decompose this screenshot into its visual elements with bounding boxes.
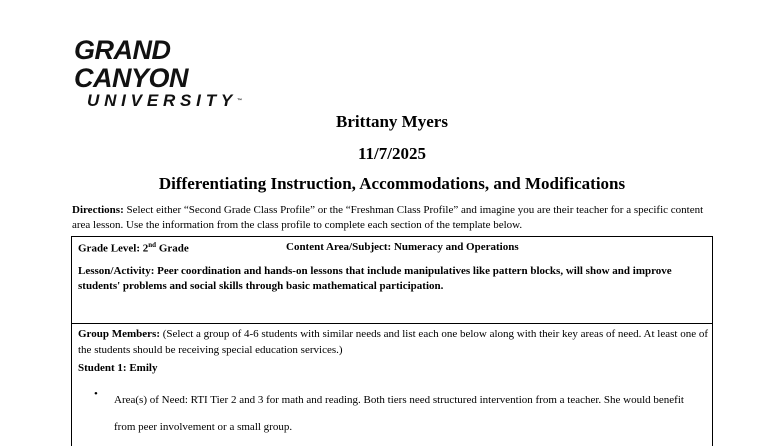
student-heading: Student 1: Emily <box>78 362 158 374</box>
directions-paragraph <box>72 203 712 233</box>
grade-level: Grade Level: 2nd Grade <box>78 241 189 255</box>
lesson-info-row <box>72 237 712 324</box>
directions-label: Directions: <box>72 204 124 216</box>
content-area: Content Area/Subject: Numeracy and Operations <box>286 241 519 253</box>
directions-text: Select either “Second Grade Class Profile” or the “Freshman Class Profile” and imagine you are their teacher for a specific content area lesson. Use the information from the class profile to complete each section of the template below. <box>72 204 704 231</box>
group-members <box>78 326 708 358</box>
bullet-point: • <box>94 388 98 400</box>
area-of-need: Area(s) of Need: RTI Tier 2 and 3 for math and reading. Both tiers need structured intervention from a teacher. She would benefit from peer involvement or a small group. <box>114 394 684 433</box>
logo-subtitle: UNIVERSITY™ <box>87 91 243 110</box>
university-logo <box>74 36 284 110</box>
lesson-activity: Lesson/Activity: Peer coordination and hands-on lessons that include manipulatives like pattern blocks, will show and improve students' problems and social skills through basic mathematical participation. <box>78 265 672 292</box>
document-title: Differentiating Instruction, Accommodations, and Modifications <box>158 174 626 193</box>
student-name: Brittany Myers <box>336 112 448 131</box>
group-members-label: Group Members: <box>78 328 160 340</box>
logo-wordmark: GRAND CANYON <box>74 35 189 93</box>
lesson-template-table <box>71 236 713 446</box>
group-members-text: (Select a group of 4-6 students with similar needs and list each one below along with their key areas of need. At least one of the students should be receiving special education services.) <box>78 328 708 356</box>
document-date: 11/7/2025 <box>357 144 426 163</box>
